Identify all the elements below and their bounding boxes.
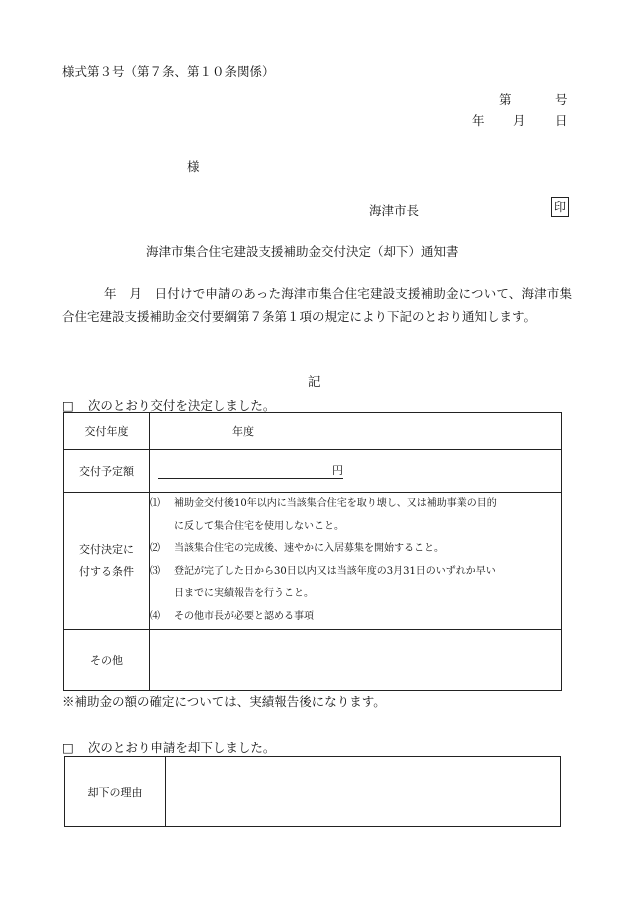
fiscal-year-row [64, 413, 562, 450]
fiscal-year-value: 年度 [232, 425, 254, 438]
condition-item-1 [150, 493, 561, 538]
amount-cell [150, 450, 562, 493]
body-paragraph [62, 283, 572, 328]
date-year: 年 [472, 113, 485, 128]
addressee-suffix: 様 [187, 159, 200, 174]
condition-number: ⑷ [150, 610, 160, 622]
condition-line: 日までに実績報告を行うこと。 [174, 588, 314, 600]
approval-checkbox[interactable]: □ [62, 398, 74, 413]
conditions-row [64, 493, 562, 630]
rejection-heading: 次のとおり申請を却下しました。 [87, 740, 276, 755]
fiscal-year-cell [150, 413, 562, 450]
condition-line: 登記が完了した日から30日以内又は当該年度の3月31日のいずれか早い [174, 565, 496, 577]
document-title: 海津市集合住宅建設支援補助金交付決定（却下）通知書 [146, 244, 459, 259]
condition-item-3 [150, 561, 561, 606]
conditions-cell [150, 493, 562, 630]
conditions-list [150, 493, 561, 629]
amount-field[interactable] [158, 463, 343, 479]
number-dai: 第 [499, 92, 512, 107]
amount-unit: 円 [332, 464, 343, 477]
amount-label: 交付予定額 [64, 450, 150, 493]
date-day: 日 [555, 113, 568, 128]
approval-table [63, 412, 562, 691]
condition-number: ⑴ [150, 498, 160, 509]
body-text: 年 月 日付けで申請のあった海津市集合住宅建設支援補助金について、海津市集合住宅建設支援補助金交付要綱第７条第１項の規定により下記のとおり通知します。 [62, 286, 572, 324]
form-label: 様式第３号（第７条、第１０条関係） [62, 64, 275, 79]
approval-heading: 次のとおり交付を決定しました。 [87, 398, 276, 413]
condition-line: 当該集合住宅の完成後、速やかに入居募集を開始すること。 [174, 543, 444, 555]
approval-note: ※補助金の額の確定については、実績報告後になります。 [62, 694, 386, 709]
condition-number: ⑶ [150, 565, 160, 577]
ki-label: 記 [308, 374, 321, 389]
conditions-label [64, 493, 150, 630]
condition-line: に反して集合住宅を使用しないこと。 [174, 520, 344, 532]
amount-row [64, 450, 562, 493]
condition-item-4 [150, 606, 561, 629]
condition-line: その他市長が必要と認める事項 [174, 610, 314, 622]
condition-number: ⑵ [150, 543, 160, 555]
rejection-reason-label: 却下の理由 [65, 757, 166, 827]
other-cell[interactable] [150, 629, 562, 690]
condition-item-2 [150, 538, 561, 561]
rejection-table [64, 756, 561, 827]
conditions-label-line-2: 付する条件 [79, 564, 134, 578]
conditions-label-line-1: 交付決定に [79, 542, 134, 556]
condition-line: 補助金交付後10年以内に当該集合住宅を取り壊し、又は補助事業の目的 [174, 498, 497, 509]
other-row [64, 629, 562, 690]
other-label: その他 [64, 629, 150, 690]
rejection-checkbox[interactable]: □ [62, 740, 74, 755]
rejection-heading-row [62, 738, 275, 756]
rejection-reason-row [65, 757, 561, 827]
seal-mark: 印 [551, 197, 569, 217]
rejection-reason-cell[interactable] [166, 757, 561, 827]
number-go: 号 [555, 92, 568, 107]
issuer-name: 海津市長 [369, 203, 420, 218]
fiscal-year-label: 交付年度 [64, 413, 150, 450]
date-month: 月 [513, 113, 526, 128]
